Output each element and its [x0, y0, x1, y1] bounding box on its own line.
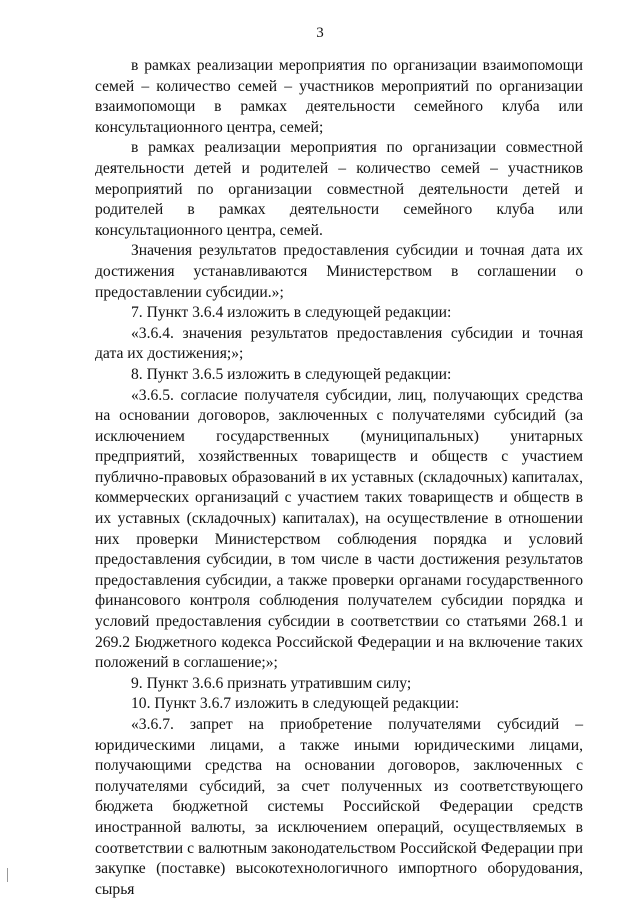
scan-margin-mark: [7, 868, 8, 882]
page-number: 3: [316, 25, 324, 41]
paragraph-clause-3-6-4: «3.6.4. значения результатов предоставления субсидии и точная дата их достижения;»;: [95, 324, 583, 363]
document-body: [95, 56, 583, 900]
paragraph-item-7: 7. Пункт 3.6.4 изложить в следующей редакции:: [131, 304, 452, 322]
paragraph-clause-3-6-5: «3.6.5. согласие получателя субсидии, лиц, получающих средства на основании договоров, заключенных с получателями субсидий (за исключением государственных (муниципальных) унитарных предприятий, хозяйственных товариществ и обществ с участием публично-правовых образований в их уставных (складочных) капиталах, коммерческих организаций с участием таких товариществ и обществ в их уставных (складочных) капиталах), на осуществление в отношении них проверки Министерством соблюдения порядка и условий предоставления субсидии, в том числе в части достижения результатов предоставления субсидии, а также проверки органами государственного финансового контроля соблюдения получателем субсидии порядка и условий предоставления субсидии в соответствии со статьями 268.1 и 269.2 Бюджетного кодекса Российской Федерации и на включение таких положений в соглашение;»;: [95, 386, 583, 672]
paragraph-joint-activity-indicator: в рамках реализации мероприятия по организации совместной деятельности детей и родителей – количество семей – участников мероприятий по организации совместной деятельности детей и родителей в рамках деятельности семейного клуба или консультационного центра, семей.: [95, 139, 583, 239]
paragraph-item-10: 10. Пункт 3.6.7 изложить в следующей редакции:: [131, 695, 460, 713]
paragraph-item-8: 8. Пункт 3.6.5 изложить в следующей редакции:: [131, 365, 452, 383]
paragraph-mutual-aid-indicator: в рамках реализации мероприятия по организации взаимопомощи семей – количество семей – участников мероприятий по организации взаимопомощи в рамках деятельности семейного клуба или консультационного центра, семей;: [95, 57, 583, 136]
paragraph-result-values: Значения результатов предоставления субсидии и точная дата их достижения устанавливаются Министерством в соглашении о предоставлении субсидии.»;: [95, 242, 583, 301]
paragraph-clause-3-6-7: «3.6.7. запрет на приобретение получателями субсидий – юридическими лицами, а также иными юридическими лицами, получающими средства на основании договоров, заключенных с получателями субсидий, за счет полученных из соответствующего бюджета бюджетной системы Российской Федерации средств иностранной валюты, за исключением операций, осуществляемых в соответствии с валютным законодательством Российской Федерации при закупке (поставке) высокотехнологичного импортного оборудования, сырья: [95, 716, 583, 898]
paragraph-item-9: 9. Пункт 3.6.6 признать утратившим силу;: [131, 674, 412, 692]
